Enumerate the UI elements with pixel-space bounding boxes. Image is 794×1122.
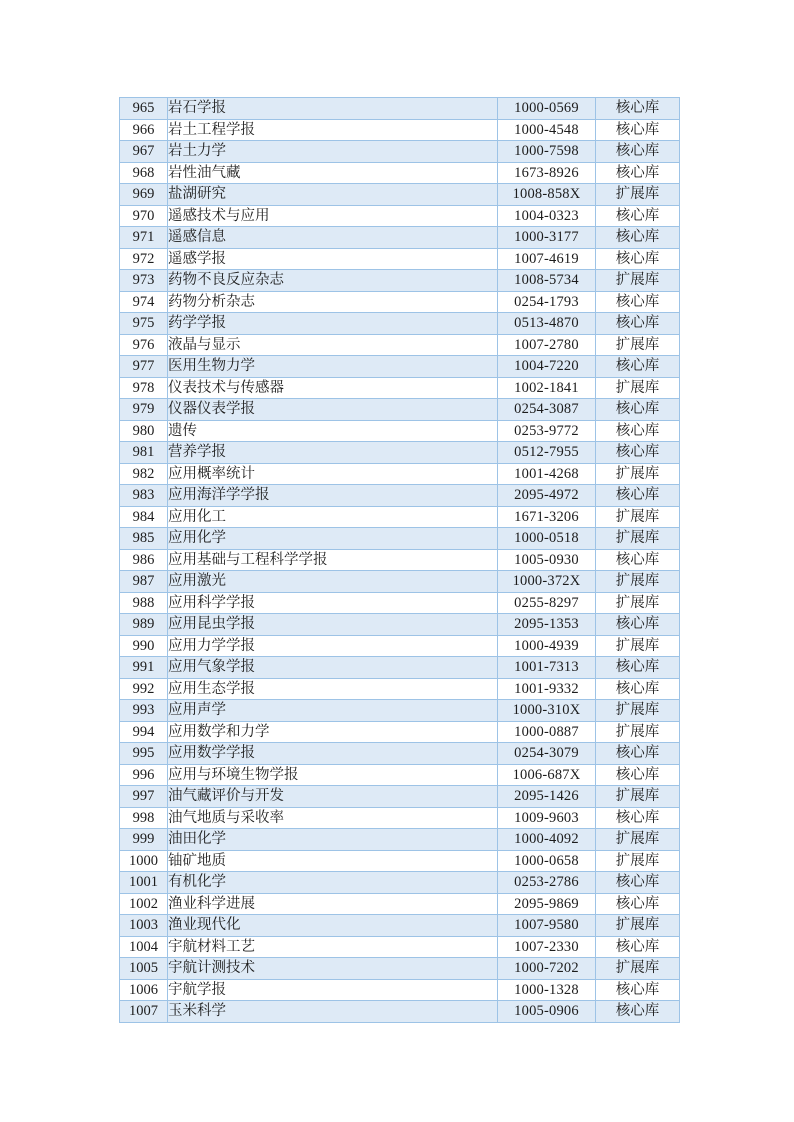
issn-cell: 0254-1793 (498, 291, 596, 313)
category-cell: 扩展库 (596, 571, 680, 593)
category-cell: 扩展库 (596, 270, 680, 292)
issn-cell: 2095-9869 (498, 893, 596, 915)
row-number-cell: 972 (120, 248, 168, 270)
row-number-cell: 969 (120, 184, 168, 206)
table-row (120, 872, 680, 894)
row-number-cell: 985 (120, 528, 168, 550)
row-number-cell: 1006 (120, 979, 168, 1001)
journal-name-cell: 应用生态学报 (168, 678, 498, 700)
journal-name-cell: 应用海洋学学报 (168, 485, 498, 507)
table-row (120, 119, 680, 141)
journal-name-cell: 遥感技术与应用 (168, 205, 498, 227)
category-cell: 扩展库 (596, 915, 680, 937)
table-row (120, 721, 680, 743)
row-number-cell: 984 (120, 506, 168, 528)
journal-name-cell: 营养学报 (168, 442, 498, 464)
journal-name-cell: 应用科学学报 (168, 592, 498, 614)
table-row (120, 571, 680, 593)
row-number-cell: 966 (120, 119, 168, 141)
journal-name-cell: 应用气象学报 (168, 657, 498, 679)
issn-cell: 1000-0518 (498, 528, 596, 550)
issn-cell: 2095-4972 (498, 485, 596, 507)
row-number-cell: 1005 (120, 958, 168, 980)
row-number-cell: 997 (120, 786, 168, 808)
category-cell: 核心库 (596, 248, 680, 270)
issn-cell: 1007-9580 (498, 915, 596, 937)
journal-name-cell: 药物分析杂志 (168, 291, 498, 313)
table-row (120, 313, 680, 335)
table-row (120, 528, 680, 550)
issn-cell: 0254-3079 (498, 743, 596, 765)
row-number-cell: 980 (120, 420, 168, 442)
issn-cell: 0253-2786 (498, 872, 596, 894)
journal-name-cell: 岩土工程学报 (168, 119, 498, 141)
category-cell: 核心库 (596, 657, 680, 679)
category-cell: 核心库 (596, 119, 680, 141)
category-cell: 扩展库 (596, 506, 680, 528)
table-row (120, 635, 680, 657)
issn-cell: 1008-5734 (498, 270, 596, 292)
row-number-cell: 998 (120, 807, 168, 829)
category-cell: 核心库 (596, 291, 680, 313)
issn-cell: 1000-3177 (498, 227, 596, 249)
category-cell: 核心库 (596, 162, 680, 184)
category-cell: 扩展库 (596, 850, 680, 872)
row-number-cell: 971 (120, 227, 168, 249)
row-number-cell: 1003 (120, 915, 168, 937)
row-number-cell: 989 (120, 614, 168, 636)
row-number-cell: 1000 (120, 850, 168, 872)
journal-name-cell: 油气藏评价与开发 (168, 786, 498, 808)
journal-name-cell: 应用昆虫学报 (168, 614, 498, 636)
category-cell: 核心库 (596, 485, 680, 507)
table-row (120, 420, 680, 442)
category-cell: 扩展库 (596, 721, 680, 743)
category-cell: 核心库 (596, 98, 680, 120)
row-number-cell: 1002 (120, 893, 168, 915)
journal-name-cell: 医用生物力学 (168, 356, 498, 378)
journal-name-cell: 应用力学学报 (168, 635, 498, 657)
row-number-cell: 967 (120, 141, 168, 163)
table-row (120, 141, 680, 163)
issn-cell: 1000-0569 (498, 98, 596, 120)
issn-cell: 1671-3206 (498, 506, 596, 528)
journal-name-cell: 药学学报 (168, 313, 498, 335)
row-number-cell: 995 (120, 743, 168, 765)
row-number-cell: 970 (120, 205, 168, 227)
table-row (120, 915, 680, 937)
category-cell: 核心库 (596, 399, 680, 421)
table-row (120, 442, 680, 464)
issn-cell: 1000-4939 (498, 635, 596, 657)
issn-cell: 1001-7313 (498, 657, 596, 679)
row-number-cell: 977 (120, 356, 168, 378)
table-row (120, 205, 680, 227)
category-cell: 核心库 (596, 205, 680, 227)
row-number-cell: 993 (120, 700, 168, 722)
category-cell: 扩展库 (596, 635, 680, 657)
row-number-cell: 975 (120, 313, 168, 335)
table-row (120, 184, 680, 206)
table-row (120, 1001, 680, 1023)
issn-cell: 1000-0887 (498, 721, 596, 743)
journal-name-cell: 液晶与显示 (168, 334, 498, 356)
category-cell: 核心库 (596, 872, 680, 894)
table-row (120, 657, 680, 679)
category-cell: 扩展库 (596, 958, 680, 980)
journal-name-cell: 宇航材料工艺 (168, 936, 498, 958)
table-row (120, 506, 680, 528)
issn-cell: 1000-0658 (498, 850, 596, 872)
category-cell: 核心库 (596, 442, 680, 464)
category-cell: 核心库 (596, 227, 680, 249)
category-cell: 扩展库 (596, 184, 680, 206)
row-number-cell: 986 (120, 549, 168, 571)
row-number-cell: 996 (120, 764, 168, 786)
journal-name-cell: 有机化学 (168, 872, 498, 894)
category-cell: 扩展库 (596, 700, 680, 722)
category-cell: 核心库 (596, 678, 680, 700)
category-cell: 扩展库 (596, 786, 680, 808)
journal-name-cell: 铀矿地质 (168, 850, 498, 872)
journal-name-cell: 应用化学 (168, 528, 498, 550)
row-number-cell: 981 (120, 442, 168, 464)
issn-cell: 1000-310X (498, 700, 596, 722)
row-number-cell: 994 (120, 721, 168, 743)
table-row (120, 678, 680, 700)
table-row (120, 614, 680, 636)
table-row (120, 979, 680, 1001)
issn-cell: 1009-9603 (498, 807, 596, 829)
table-row (120, 743, 680, 765)
issn-cell: 2095-1426 (498, 786, 596, 808)
category-cell: 核心库 (596, 141, 680, 163)
table-row (120, 98, 680, 120)
issn-cell: 1007-2330 (498, 936, 596, 958)
journal-name-cell: 岩性油气藏 (168, 162, 498, 184)
table-row (120, 248, 680, 270)
category-cell: 扩展库 (596, 829, 680, 851)
table-row (120, 807, 680, 829)
row-number-cell: 983 (120, 485, 168, 507)
row-number-cell: 999 (120, 829, 168, 851)
category-cell: 核心库 (596, 313, 680, 335)
issn-cell: 1001-4268 (498, 463, 596, 485)
category-cell: 核心库 (596, 1001, 680, 1023)
issn-cell: 2095-1353 (498, 614, 596, 636)
row-number-cell: 978 (120, 377, 168, 399)
row-number-cell: 990 (120, 635, 168, 657)
table-row (120, 850, 680, 872)
issn-cell: 0512-7955 (498, 442, 596, 464)
issn-cell: 1000-1328 (498, 979, 596, 1001)
row-number-cell: 988 (120, 592, 168, 614)
issn-cell: 0255-8297 (498, 592, 596, 614)
issn-cell: 1000-372X (498, 571, 596, 593)
issn-cell: 1008-858X (498, 184, 596, 206)
journal-table (119, 97, 680, 1023)
issn-cell: 1005-0930 (498, 549, 596, 571)
table-row (120, 893, 680, 915)
issn-cell: 0513-4870 (498, 313, 596, 335)
row-number-cell: 965 (120, 98, 168, 120)
table-row (120, 958, 680, 980)
category-cell: 扩展库 (596, 528, 680, 550)
row-number-cell: 992 (120, 678, 168, 700)
issn-cell: 1006-687X (498, 764, 596, 786)
journal-name-cell: 遗传 (168, 420, 498, 442)
table-row (120, 356, 680, 378)
issn-cell: 1000-7202 (498, 958, 596, 980)
table-row (120, 936, 680, 958)
category-cell: 扩展库 (596, 592, 680, 614)
journal-name-cell: 遥感学报 (168, 248, 498, 270)
journal-name-cell: 宇航学报 (168, 979, 498, 1001)
table-row (120, 162, 680, 184)
row-number-cell: 973 (120, 270, 168, 292)
row-number-cell: 979 (120, 399, 168, 421)
table-row (120, 700, 680, 722)
journal-name-cell: 仪器仪表学报 (168, 399, 498, 421)
issn-cell: 1005-0906 (498, 1001, 596, 1023)
table-row (120, 764, 680, 786)
journal-name-cell: 油气地质与采收率 (168, 807, 498, 829)
row-number-cell: 991 (120, 657, 168, 679)
journal-name-cell: 宇航计测技术 (168, 958, 498, 980)
table-row (120, 399, 680, 421)
issn-cell: 1000-4548 (498, 119, 596, 141)
issn-cell: 1000-7598 (498, 141, 596, 163)
category-cell: 核心库 (596, 420, 680, 442)
table-row (120, 291, 680, 313)
journal-name-cell: 遥感信息 (168, 227, 498, 249)
category-cell: 核心库 (596, 807, 680, 829)
table-row (120, 549, 680, 571)
journal-table-body (120, 98, 680, 1023)
journal-name-cell: 应用数学和力学 (168, 721, 498, 743)
row-number-cell: 987 (120, 571, 168, 593)
table-row (120, 227, 680, 249)
journal-name-cell: 渔业现代化 (168, 915, 498, 937)
table-row (120, 377, 680, 399)
row-number-cell: 968 (120, 162, 168, 184)
table-row (120, 592, 680, 614)
journal-name-cell: 应用激光 (168, 571, 498, 593)
category-cell: 核心库 (596, 893, 680, 915)
table-row (120, 829, 680, 851)
issn-cell: 1001-9332 (498, 678, 596, 700)
table-row (120, 786, 680, 808)
category-cell: 核心库 (596, 614, 680, 636)
journal-name-cell: 应用基础与工程科学学报 (168, 549, 498, 571)
table-row (120, 463, 680, 485)
journal-name-cell: 玉米科学 (168, 1001, 498, 1023)
journal-name-cell: 应用声学 (168, 700, 498, 722)
issn-cell: 1007-2780 (498, 334, 596, 356)
issn-cell: 1002-1841 (498, 377, 596, 399)
table-row (120, 334, 680, 356)
issn-cell: 1004-0323 (498, 205, 596, 227)
category-cell: 核心库 (596, 764, 680, 786)
row-number-cell: 974 (120, 291, 168, 313)
journal-name-cell: 药物不良反应杂志 (168, 270, 498, 292)
issn-cell: 1007-4619 (498, 248, 596, 270)
journal-name-cell: 应用概率统计 (168, 463, 498, 485)
journal-name-cell: 盐湖研究 (168, 184, 498, 206)
category-cell: 扩展库 (596, 463, 680, 485)
issn-cell: 1004-7220 (498, 356, 596, 378)
issn-cell: 1673-8926 (498, 162, 596, 184)
category-cell: 扩展库 (596, 377, 680, 399)
row-number-cell: 982 (120, 463, 168, 485)
row-number-cell: 1001 (120, 872, 168, 894)
journal-name-cell: 应用与环境生物学报 (168, 764, 498, 786)
journal-name-cell: 岩石学报 (168, 98, 498, 120)
journal-name-cell: 渔业科学进展 (168, 893, 498, 915)
issn-cell: 0254-3087 (498, 399, 596, 421)
table-row (120, 485, 680, 507)
journal-name-cell: 仪表技术与传感器 (168, 377, 498, 399)
journal-name-cell: 油田化学 (168, 829, 498, 851)
issn-cell: 1000-4092 (498, 829, 596, 851)
category-cell: 扩展库 (596, 334, 680, 356)
row-number-cell: 1004 (120, 936, 168, 958)
journal-name-cell: 岩土力学 (168, 141, 498, 163)
category-cell: 核心库 (596, 979, 680, 1001)
issn-cell: 0253-9772 (498, 420, 596, 442)
category-cell: 核心库 (596, 549, 680, 571)
category-cell: 核心库 (596, 743, 680, 765)
table-row (120, 270, 680, 292)
category-cell: 核心库 (596, 936, 680, 958)
journal-name-cell: 应用数学学报 (168, 743, 498, 765)
row-number-cell: 976 (120, 334, 168, 356)
category-cell: 核心库 (596, 356, 680, 378)
row-number-cell: 1007 (120, 1001, 168, 1023)
journal-name-cell: 应用化工 (168, 506, 498, 528)
